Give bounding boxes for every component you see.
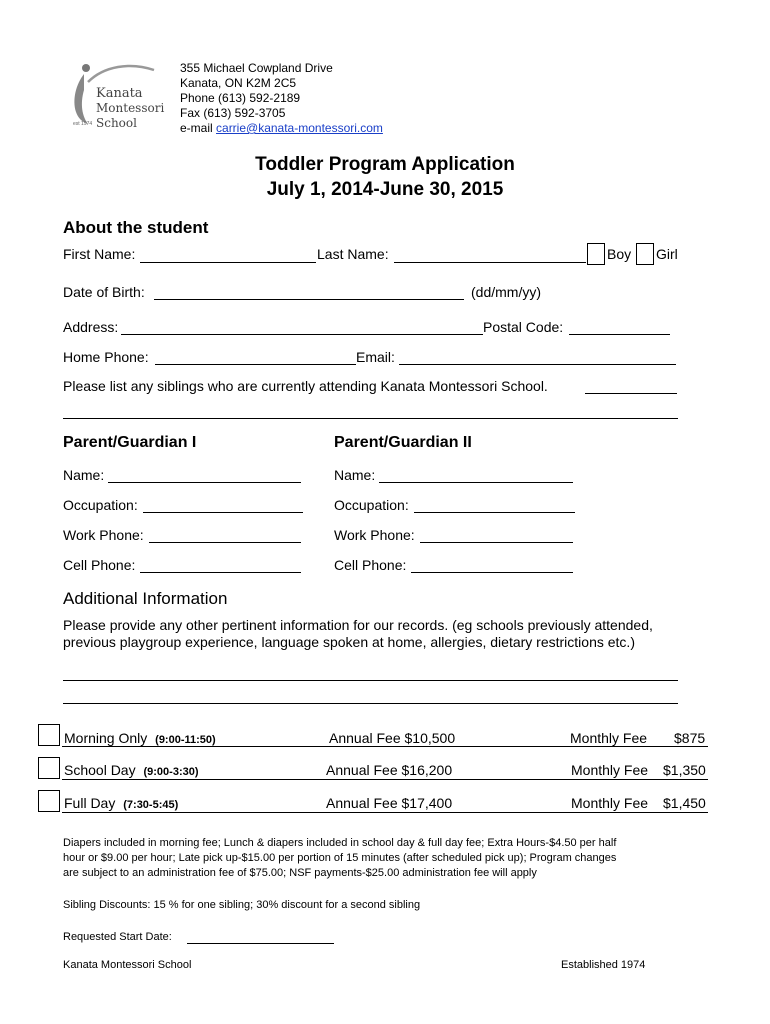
program-hours: (9:00-3:30) <box>143 766 199 778</box>
girl-checkbox[interactable] <box>636 243 654 265</box>
guardian-2-cell-phone-field[interactable] <box>411 572 573 573</box>
morning-only-checkbox[interactable] <box>38 724 60 746</box>
logo-line-1: Kanata <box>96 86 143 101</box>
program-name: Morning Only <box>64 730 148 746</box>
postal-code-label: Postal Code: <box>483 319 564 335</box>
boy-checkbox[interactable] <box>587 243 605 265</box>
guardian-2-cell-phone-label: Cell Phone: <box>334 557 407 573</box>
morning-only-monthly-fee-label: Monthly Fee <box>570 730 648 746</box>
logo-line-3: School <box>96 116 137 130</box>
guardian-1-heading: Parent/Guardian I <box>63 434 197 451</box>
guardian-1-occupation-label: Occupation: <box>63 497 138 513</box>
address-field[interactable] <box>121 334 483 335</box>
program-hours: (7:30-5:45) <box>123 799 179 811</box>
address-label: Address: <box>63 319 119 335</box>
student-email-field[interactable] <box>399 364 676 365</box>
student-heading: About the student <box>63 218 209 237</box>
guardian-1-occupation-field[interactable] <box>143 512 303 513</box>
guardian-1-work-phone-label: Work Phone: <box>63 527 144 543</box>
morning-only-monthly-fee: $875 <box>674 730 706 746</box>
logo-line-2: Montessori <box>96 101 165 115</box>
program-name: Full Day <box>64 795 116 811</box>
school-day-label <box>64 762 199 778</box>
fee-notes-line-3: are subject to an administration fee of $75.00; NSF payments-$25.00 administration fee will apply <box>63 867 537 879</box>
footer-established: Established 1974 <box>561 959 646 971</box>
start-date-label: Requested Start Date: <box>63 931 172 943</box>
full-day-rule <box>62 812 708 813</box>
guardian-2-name-field[interactable] <box>379 482 573 483</box>
guardian-1-name-field[interactable] <box>108 482 301 483</box>
school-day-monthly-fee: $1,350 <box>663 762 706 778</box>
start-date-field[interactable] <box>187 943 334 944</box>
guardian-2-work-phone-field[interactable] <box>420 542 573 543</box>
sibling-discounts: Sibling Discounts: 15 % for one sibling; 30% discount for a second sibling <box>63 899 421 911</box>
form-title: Toddler Program Application <box>255 154 515 175</box>
siblings-field-2[interactable] <box>63 418 678 419</box>
home-phone-field[interactable] <box>155 364 356 365</box>
phone-number: Phone (613) 592-2189 <box>180 91 301 105</box>
first-name-label: First Name: <box>63 246 136 262</box>
full-day-monthly-fee-label: Monthly Fee <box>571 795 649 811</box>
address-line-2: Kanata, ON K2M 2C5 <box>180 76 297 90</box>
email-link[interactable]: carrie@kanata-montessori.com <box>216 121 383 135</box>
guardian-1-cell-phone-field[interactable] <box>140 572 301 573</box>
dob-field[interactable] <box>154 299 464 300</box>
guardian-2-heading: Parent/Guardian II <box>334 434 472 451</box>
postal-code-field[interactable] <box>569 334 670 335</box>
form-dates: July 1, 2014-June 30, 2015 <box>266 179 504 200</box>
home-phone-label: Home Phone: <box>63 349 149 365</box>
additional-info-heading: Additional Information <box>63 589 228 608</box>
school-day-annual-fee: Annual Fee $16,200 <box>326 762 453 778</box>
guardian-1-work-phone-field[interactable] <box>149 542 301 543</box>
full-day-annual-fee: Annual Fee $17,400 <box>326 795 453 811</box>
logo-since: est 1974 <box>73 121 93 127</box>
last-name-label: Last Name: <box>317 246 389 262</box>
dob-label: Date of Birth: <box>63 284 145 300</box>
morning-only-annual-fee: Annual Fee $10,500 <box>329 730 456 746</box>
guardian-2-work-phone-label: Work Phone: <box>334 527 415 543</box>
fee-notes-line-2: hour or $9.00 per hour; Late pick up-$15.00 per portion of 15 minutes (after scheduled pick up); Program changes <box>63 852 617 864</box>
dob-format: (dd/mm/yy) <box>471 284 541 300</box>
first-name-field[interactable] <box>140 262 316 263</box>
full-day-monthly-fee: $1,450 <box>663 795 706 811</box>
student-email-label: Email: <box>356 349 395 365</box>
boy-label: Boy <box>607 246 632 262</box>
guardian-1-name-label: Name: <box>63 467 105 483</box>
footer-school-name: Kanata Montessori School <box>63 959 192 971</box>
email-line <box>180 121 383 135</box>
additional-info-text-2: previous playgroup experience, language spoken at home, allergies, dietary restrictions etc.) <box>63 634 635 650</box>
guardian-1-cell-phone-label: Cell Phone: <box>63 557 136 573</box>
additional-info-text-1: Please provide any other pertinent information for our records. (eg schools previously attended, <box>63 617 653 633</box>
last-name-field[interactable] <box>394 262 586 263</box>
additional-info-field-1[interactable] <box>63 680 678 681</box>
siblings-field-1[interactable] <box>585 393 677 394</box>
program-hours: (9:00-11:50) <box>155 734 216 746</box>
school-day-rule <box>62 779 708 780</box>
girl-label: Girl <box>656 246 678 262</box>
fee-notes-line-1: Diapers included in morning fee; Lunch & diapers included in school day & full day fee; Extra Hours-$4.50 per half <box>63 837 617 849</box>
address-line-1: 355 Michael Cowpland Drive <box>180 61 333 75</box>
siblings-label: Please list any siblings who are currently attending Kanata Montessori School. <box>63 378 548 394</box>
guardian-2-name-label: Name: <box>334 467 376 483</box>
email-label: e-mail <box>180 121 213 135</box>
full-day-label <box>64 795 178 811</box>
school-logo <box>70 60 170 135</box>
morning-only-label <box>64 730 216 746</box>
school-day-monthly-fee-label: Monthly Fee <box>571 762 649 778</box>
morning-only-rule <box>62 746 708 747</box>
additional-info-field-2[interactable] <box>63 703 678 704</box>
program-name: School Day <box>64 762 136 778</box>
guardian-2-occupation-field[interactable] <box>414 512 575 513</box>
full-day-checkbox[interactable] <box>38 790 60 812</box>
guardian-2-occupation-label: Occupation: <box>334 497 409 513</box>
fax-number: Fax (613) 592-3705 <box>180 106 286 120</box>
school-day-checkbox[interactable] <box>38 757 60 779</box>
